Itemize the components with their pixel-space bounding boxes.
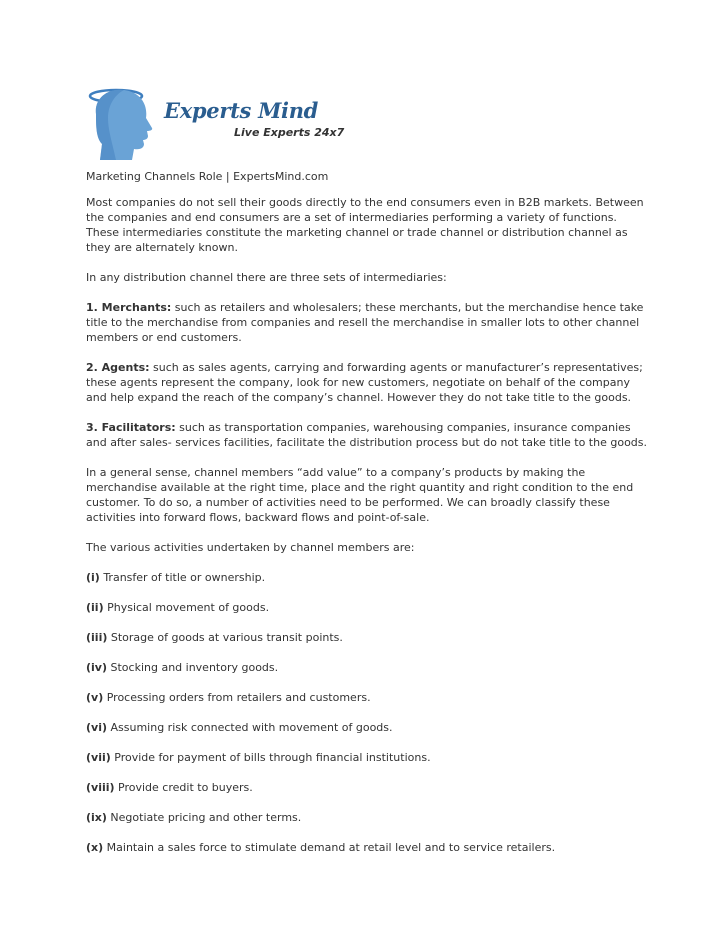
activities-intro: The various activities undertaken by channel members are: (86, 541, 415, 554)
brand-name: Experts Mind (164, 98, 319, 123)
activity-text: Negotiate pricing and other terms. (106, 811, 302, 824)
activity-label: (ix) (86, 811, 107, 824)
activity-text: Provide credit to buyers. (114, 781, 253, 794)
intermediary-merchants (86, 300, 648, 345)
list-item (86, 570, 648, 585)
intermediary-text: such as transportation companies, warehousing companies, insurance companies and after sales- services facilities, facilitate the distribution process but do not take title to the goods. (86, 421, 648, 449)
list-item (86, 840, 648, 855)
intermediary-text: such as sales agents, carrying and forwarding agents or manufacturer’s representatives; these agents represent the company, look for new customers, negotiate on behalf of the company and help expand the reach of the company’s channel. However they do not take title to the goods. (86, 361, 643, 404)
activity-text: Assuming risk connected with movement of goods. (107, 721, 393, 734)
list-item (86, 750, 648, 765)
activity-text: Physical movement of goods. (103, 601, 270, 614)
experts-mind-logo (86, 84, 345, 160)
value-paragraph: In a general sense, channel members “add value” to a company’s products by making the merchandise available at the right time, place and the right quantity and right condition to the end customer. To do so, a number of activities need to be performed. We can broadly classify these activities into forward flows, backward flows and point-of-sale. (86, 466, 634, 524)
activity-label: (ii) (86, 601, 104, 614)
intermediary-agents (86, 360, 648, 405)
activity-label: (x) (86, 841, 104, 854)
document-title: Marketing Channels Role | ExpertsMind.com (86, 170, 329, 183)
activity-label: (viii) (86, 781, 115, 794)
activity-text: Transfer of title or ownership. (99, 571, 266, 584)
activity-text: Processing orders from retailers and customers. (103, 691, 371, 704)
list-item (86, 810, 648, 825)
activities-list (86, 570, 648, 855)
list-item (86, 690, 648, 705)
activity-text: Provide for payment of bills through financial institutions. (110, 751, 431, 764)
activity-text: Stocking and inventory goods. (107, 661, 279, 674)
activity-text: Storage of goods at various transit points. (107, 631, 343, 644)
intermediary-label: 2. Agents: (86, 361, 150, 374)
activity-label: (v) (86, 691, 104, 704)
activity-label: (iii) (86, 631, 108, 644)
intermediary-text: such as retailers and wholesalers; these merchants, but the merchandise hence take title to the merchandise from companies and resell the merchandise in smaller lots to other channel members or end customers. (86, 301, 644, 344)
list-item (86, 780, 648, 795)
intermediary-label: 1. Merchants: (86, 301, 172, 314)
activity-label: (i) (86, 571, 100, 584)
brand-tagline: Live Experts 24x7 (234, 126, 345, 139)
head-silhouette-icon (86, 84, 162, 160)
intro-paragraph: Most companies do not sell their goods directly to the end consumers even in B2B markets. Between the companies and end consumers are a set of intermediaries performing a variety of functions. These intermediaries constitute the marketing channel or trade channel or distribution channel as they are alternately known. (86, 196, 644, 254)
activity-label: (vi) (86, 721, 107, 734)
list-item (86, 630, 648, 645)
activity-label: (iv) (86, 661, 107, 674)
intermediary-label: 3. Facilitators: (86, 421, 176, 434)
activity-text: Maintain a sales force to stimulate demand at retail level and to service retailers. (103, 841, 556, 854)
activity-label: (vii) (86, 751, 111, 764)
list-item (86, 660, 648, 675)
intermediary-facilitators (86, 420, 648, 450)
document-body (86, 169, 648, 870)
three-sets-paragraph: In any distribution channel there are three sets of intermediaries: (86, 271, 447, 284)
list-item (86, 600, 648, 615)
list-item (86, 720, 648, 735)
